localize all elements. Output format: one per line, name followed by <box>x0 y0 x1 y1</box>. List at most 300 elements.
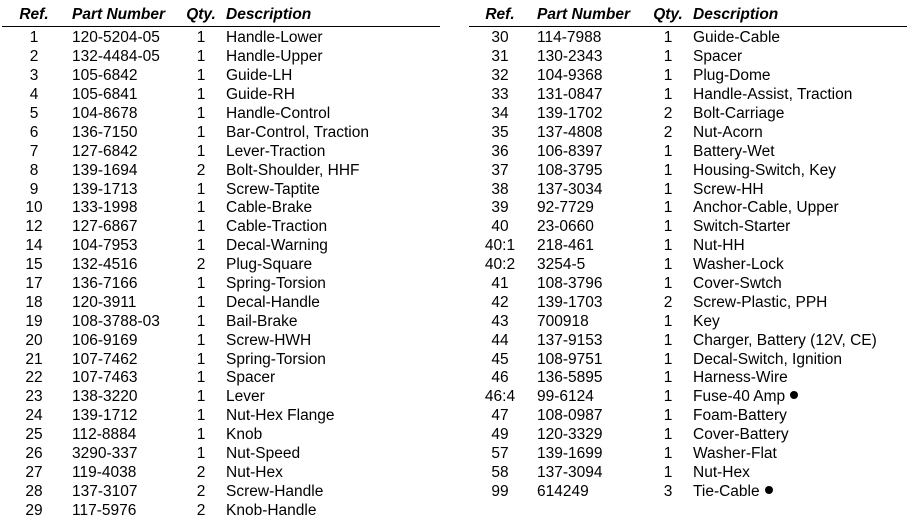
part-number-cell-text: 139-1699 <box>537 445 603 462</box>
description-cell-text: Bar-Control, Traction <box>226 124 369 141</box>
part-number-cell <box>66 218 180 237</box>
ref-cell-text: 43 <box>491 313 508 330</box>
parts-table-right-body <box>469 27 907 502</box>
table-row <box>2 142 440 161</box>
part-number-cell <box>66 105 180 124</box>
qty-column-header: Qty. <box>180 4 222 27</box>
part-number-cell <box>531 350 647 369</box>
part-number-cell-text: 136-7166 <box>72 275 138 292</box>
ref-cell-text: 49 <box>491 426 508 443</box>
qty-cell-text: 1 <box>664 275 673 292</box>
part-number-cell-text: 218-461 <box>537 237 594 254</box>
table-row <box>469 275 907 294</box>
part-number-cell <box>66 199 180 218</box>
description-cell-text: Handle-Control <box>226 105 330 122</box>
ref-cell <box>2 463 66 482</box>
description-cell-text: Decal-Handle <box>226 294 320 311</box>
table-row <box>469 67 907 86</box>
qty-cell-text: 1 <box>664 407 673 424</box>
description-cell-text: Guide-RH <box>226 86 295 103</box>
ref-cell-text: 40:1 <box>485 237 515 254</box>
ref-cell-text: 57 <box>491 445 508 462</box>
ref-cell <box>2 482 66 501</box>
part-number-cell <box>66 86 180 105</box>
part-number-cell-text: 104-7953 <box>72 237 138 254</box>
ref-cell-text: 21 <box>25 351 42 368</box>
qty-cell <box>647 369 689 388</box>
qty-cell <box>647 312 689 331</box>
qty-cell-text: 3 <box>664 483 673 500</box>
ref-cell <box>2 388 66 407</box>
description-cell <box>689 123 907 142</box>
qty-cell-text: 2 <box>197 464 206 481</box>
qty-cell <box>647 105 689 124</box>
ref-cell-text: 44 <box>491 332 508 349</box>
qty-cell <box>647 388 689 407</box>
qty-cell <box>647 161 689 180</box>
description-cell-text: Handle-Upper <box>226 48 323 65</box>
ref-cell-text: 28 <box>25 483 42 500</box>
description-cell <box>689 105 907 124</box>
description-cell <box>689 482 907 501</box>
ref-cell <box>469 218 531 237</box>
ref-cell-text: 26 <box>25 445 42 462</box>
ref-cell <box>469 48 531 67</box>
ref-cell <box>2 350 66 369</box>
description-cell <box>222 27 440 48</box>
table-row <box>469 105 907 124</box>
ref-cell-text: 39 <box>491 199 508 216</box>
table-row <box>469 48 907 67</box>
ref-cell <box>2 312 66 331</box>
qty-cell-text: 1 <box>197 67 206 84</box>
ref-cell <box>469 350 531 369</box>
ref-cell <box>469 407 531 426</box>
part-number-cell <box>531 199 647 218</box>
ref-cell-text: 36 <box>491 143 508 160</box>
ref-cell <box>469 105 531 124</box>
table-row <box>2 312 440 331</box>
ref-cell <box>2 48 66 67</box>
part-number-cell-text: 108-3788-03 <box>72 313 160 330</box>
part-number-cell <box>531 426 647 445</box>
part-number-cell <box>531 482 647 501</box>
ref-cell-text: 3 <box>30 67 39 84</box>
parts-table-left-body <box>2 27 440 520</box>
description-cell <box>689 161 907 180</box>
part-number-cell-text: 139-1703 <box>537 294 603 311</box>
qty-cell-text: 1 <box>664 86 673 103</box>
qty-cell-text: 1 <box>197 143 206 160</box>
ref-cell <box>469 388 531 407</box>
ref-cell-text: 47 <box>491 407 508 424</box>
part-number-cell <box>531 161 647 180</box>
ref-cell <box>469 331 531 350</box>
qty-cell-text: 2 <box>197 162 206 179</box>
description-cell-text: Screw-Plastic, PPH <box>693 294 827 311</box>
part-number-cell-text: 107-7463 <box>72 369 138 386</box>
table-row <box>469 369 907 388</box>
ref-cell-text: 23 <box>25 388 42 405</box>
part-number-cell <box>531 237 647 256</box>
part-number-column-header: Part Number <box>66 4 180 27</box>
ref-cell-text: 29 <box>25 502 42 519</box>
description-cell <box>222 275 440 294</box>
part-number-cell <box>531 142 647 161</box>
description-cell <box>689 67 907 86</box>
ref-cell <box>2 407 66 426</box>
qty-cell <box>180 369 222 388</box>
description-cell <box>222 407 440 426</box>
ref-cell-text: 6 <box>30 124 39 141</box>
part-number-cell <box>66 27 180 48</box>
part-number-cell-text: 108-3795 <box>537 162 603 179</box>
part-number-cell <box>531 388 647 407</box>
qty-cell <box>647 86 689 105</box>
description-cell-text: Screw-Handle <box>226 483 323 500</box>
table-row <box>2 275 440 294</box>
ref-cell-text: 17 <box>25 275 42 292</box>
ref-cell-text: 25 <box>25 426 42 443</box>
description-cell-text: Nut-Speed <box>226 445 300 462</box>
description-cell <box>222 218 440 237</box>
qty-cell <box>647 180 689 199</box>
table-row <box>469 86 907 105</box>
description-cell <box>689 237 907 256</box>
table-row <box>469 388 907 407</box>
qty-cell-text: 1 <box>664 332 673 349</box>
table-row <box>2 48 440 67</box>
description-cell-text: Cable-Traction <box>226 218 327 235</box>
part-number-cell-text: 108-0987 <box>537 407 603 424</box>
description-cell <box>222 312 440 331</box>
qty-cell-text: 2 <box>664 124 673 141</box>
table-row <box>469 123 907 142</box>
table-row <box>469 331 907 350</box>
description-cell <box>222 67 440 86</box>
description-cell <box>689 350 907 369</box>
description-cell-text: Nut-Hex Flange <box>226 407 335 424</box>
qty-cell-text: 1 <box>664 67 673 84</box>
description-cell <box>689 86 907 105</box>
parts-table-left <box>2 4 440 520</box>
description-column-header: Description <box>689 4 907 27</box>
description-cell <box>689 426 907 445</box>
table-row <box>469 180 907 199</box>
part-number-cell <box>66 256 180 275</box>
part-number-cell-text: 137-4808 <box>537 124 603 141</box>
qty-cell-text: 2 <box>197 502 206 519</box>
qty-cell <box>647 123 689 142</box>
part-number-cell <box>531 27 647 48</box>
table-row <box>2 123 440 142</box>
part-number-cell <box>531 407 647 426</box>
qty-cell-text: 1 <box>664 237 673 254</box>
part-number-cell <box>66 407 180 426</box>
ref-cell-text: 40:2 <box>485 256 515 273</box>
qty-cell <box>180 237 222 256</box>
ref-cell-text: 33 <box>491 86 508 103</box>
part-number-cell <box>66 369 180 388</box>
table-row <box>469 312 907 331</box>
ref-cell <box>2 445 66 464</box>
description-cell-text: Cable-Brake <box>226 199 312 216</box>
description-cell-text: Decal-Warning <box>226 237 328 254</box>
qty-cell <box>180 123 222 142</box>
table-row <box>2 237 440 256</box>
description-cell-text: Harness-Wire <box>693 369 788 386</box>
part-number-cell-text: 3290-337 <box>72 445 138 462</box>
description-cell-text: Spring-Torsion <box>226 275 326 292</box>
qty-cell-text: 1 <box>664 464 673 481</box>
table-row <box>469 426 907 445</box>
ref-cell-text: 46:4 <box>485 388 515 405</box>
description-cell <box>222 388 440 407</box>
qty-cell <box>180 331 222 350</box>
table-row <box>469 218 907 237</box>
description-cell-text: Foam-Battery <box>693 407 787 424</box>
qty-cell <box>180 142 222 161</box>
description-cell <box>222 123 440 142</box>
description-cell <box>222 237 440 256</box>
qty-cell <box>647 199 689 218</box>
description-cell <box>689 199 907 218</box>
table-row <box>2 199 440 218</box>
description-cell-text: Cover-Swtch <box>693 275 782 292</box>
part-number-cell <box>531 48 647 67</box>
description-cell <box>222 105 440 124</box>
qty-cell <box>647 27 689 48</box>
qty-cell-text: 1 <box>197 407 206 424</box>
qty-cell-text: 1 <box>197 426 206 443</box>
part-number-cell-text: 117-5976 <box>72 502 136 519</box>
part-number-cell <box>531 256 647 275</box>
description-cell-text: Anchor-Cable, Upper <box>693 199 839 216</box>
part-number-cell <box>531 312 647 331</box>
table-row <box>469 161 907 180</box>
description-cell-text: Lever-Traction <box>226 143 325 160</box>
part-number-cell <box>66 142 180 161</box>
description-cell-text: Housing-Switch, Key <box>693 162 836 179</box>
ref-cell <box>469 463 531 482</box>
description-cell-text: Charger, Battery (12V, CE) <box>693 332 877 349</box>
part-number-cell <box>66 463 180 482</box>
description-cell <box>222 142 440 161</box>
part-number-cell <box>66 275 180 294</box>
ref-cell <box>469 67 531 86</box>
description-cell <box>222 426 440 445</box>
description-cell-text: Washer-Flat <box>693 445 777 462</box>
qty-cell-text: 1 <box>197 313 206 330</box>
description-cell <box>689 331 907 350</box>
description-cell-text: Nut-HH <box>693 237 745 254</box>
qty-cell-text: 2 <box>664 105 673 122</box>
ref-cell <box>2 501 66 520</box>
part-number-cell <box>66 123 180 142</box>
table-row <box>469 445 907 464</box>
description-cell-text: Guide-Cable <box>693 29 780 46</box>
part-number-cell <box>531 86 647 105</box>
ref-cell <box>469 199 531 218</box>
table-row <box>2 180 440 199</box>
description-cell-text: Tie-Cable <box>693 483 760 500</box>
part-number-cell-text: 104-9368 <box>537 67 603 84</box>
qty-cell-text: 1 <box>197 86 206 103</box>
qty-cell <box>647 67 689 86</box>
part-number-cell <box>531 369 647 388</box>
description-cell-text: Lever <box>226 388 265 405</box>
ref-cell <box>2 142 66 161</box>
qty-cell <box>180 256 222 275</box>
qty-cell-text: 1 <box>664 426 673 443</box>
part-number-cell-text: 105-6841 <box>72 86 138 103</box>
qty-cell <box>180 426 222 445</box>
qty-cell <box>180 482 222 501</box>
ref-cell <box>2 161 66 180</box>
qty-cell <box>647 482 689 501</box>
description-cell <box>689 445 907 464</box>
ref-cell <box>469 482 531 501</box>
qty-cell <box>180 218 222 237</box>
filled-circle-icon <box>765 486 773 494</box>
ref-cell <box>2 426 66 445</box>
ref-cell <box>469 256 531 275</box>
description-cell <box>222 293 440 312</box>
description-cell-text: Plug-Square <box>226 256 312 273</box>
description-cell <box>222 501 440 520</box>
qty-cell-text: 1 <box>197 181 206 198</box>
qty-cell <box>647 463 689 482</box>
ref-cell-text: 30 <box>491 29 508 46</box>
ref-column-header: Ref. <box>2 4 66 27</box>
part-number-cell-text: 136-7150 <box>72 124 138 141</box>
table-row <box>469 350 907 369</box>
ref-cell <box>2 256 66 275</box>
description-cell <box>689 256 907 275</box>
table-row <box>469 293 907 312</box>
qty-cell <box>180 161 222 180</box>
ref-cell <box>2 86 66 105</box>
part-number-cell-text: 99-6124 <box>537 388 594 405</box>
part-number-cell-text: 23-0660 <box>537 218 594 235</box>
part-number-cell <box>66 445 180 464</box>
ref-cell-text: 27 <box>25 464 42 481</box>
qty-cell-text: 1 <box>197 369 206 386</box>
qty-cell <box>180 388 222 407</box>
qty-cell <box>647 48 689 67</box>
qty-cell-text: 1 <box>664 29 673 46</box>
description-cell <box>689 48 907 67</box>
description-cell-text: Nut-Hex <box>226 464 283 481</box>
ref-cell-text: 58 <box>491 464 508 481</box>
part-number-cell-text: 120-5204-05 <box>72 29 160 46</box>
filled-circle-icon <box>790 391 798 399</box>
part-number-cell <box>66 293 180 312</box>
part-number-cell <box>531 331 647 350</box>
part-number-cell-text: 120-3911 <box>72 294 136 311</box>
qty-cell <box>180 407 222 426</box>
description-cell-text: Decal-Switch, Ignition <box>693 351 842 368</box>
ref-cell-text: 5 <box>30 105 39 122</box>
description-cell <box>222 256 440 275</box>
part-number-cell-text: 137-3094 <box>537 464 603 481</box>
ref-cell-text: 41 <box>491 275 508 292</box>
part-number-cell <box>531 180 647 199</box>
description-cell <box>689 293 907 312</box>
description-cell <box>222 48 440 67</box>
part-number-cell-text: 133-1998 <box>72 199 138 216</box>
qty-cell <box>647 142 689 161</box>
qty-cell-text: 1 <box>197 29 206 46</box>
description-cell-text: Plug-Dome <box>693 67 771 84</box>
ref-cell-text: 46 <box>491 369 508 386</box>
part-number-cell-text: 106-8397 <box>537 143 603 160</box>
ref-cell <box>469 86 531 105</box>
part-number-cell-text: 614249 <box>537 483 589 500</box>
ref-cell-text: 9 <box>30 181 39 198</box>
description-cell <box>222 180 440 199</box>
parts-table-right <box>469 4 907 501</box>
ref-cell-text: 35 <box>491 124 508 141</box>
qty-cell <box>180 293 222 312</box>
ref-cell <box>469 180 531 199</box>
ref-cell <box>2 369 66 388</box>
part-number-cell-text: 131-0847 <box>537 86 603 103</box>
qty-cell-text: 1 <box>664 369 673 386</box>
table-row <box>469 27 907 48</box>
qty-cell <box>647 256 689 275</box>
part-number-cell-text: 137-3107 <box>72 483 138 500</box>
part-number-cell-text: 114-7988 <box>537 29 601 46</box>
part-number-cell <box>531 275 647 294</box>
description-cell <box>689 369 907 388</box>
description-cell <box>222 199 440 218</box>
ref-cell-text: 24 <box>25 407 42 424</box>
ref-cell <box>469 27 531 48</box>
description-cell-text: Handle-Assist, Traction <box>693 86 852 103</box>
description-cell-text: Cover-Battery <box>693 426 789 443</box>
part-number-cell-text: 105-6842 <box>72 67 138 84</box>
table-row <box>2 388 440 407</box>
qty-cell-text: 1 <box>664 313 673 330</box>
qty-cell-text: 1 <box>664 143 673 160</box>
ref-cell <box>469 312 531 331</box>
qty-cell-text: 1 <box>197 332 206 349</box>
part-number-cell <box>66 331 180 350</box>
ref-cell-text: 15 <box>25 256 42 273</box>
qty-cell-text: 1 <box>197 48 206 65</box>
table-row <box>2 27 440 48</box>
description-cell-text: Bolt-Shoulder, HHF <box>226 162 360 179</box>
description-cell-text: Nut-Acorn <box>693 124 763 141</box>
description-cell-text: Switch-Starter <box>693 218 790 235</box>
description-cell-text: Guide-LH <box>226 67 292 84</box>
part-number-cell-text: 132-4516 <box>72 256 138 273</box>
qty-cell-text: 2 <box>664 294 673 311</box>
qty-cell <box>647 407 689 426</box>
qty-cell-text: 1 <box>664 218 673 235</box>
qty-cell <box>180 105 222 124</box>
table-row <box>2 256 440 275</box>
ref-cell <box>2 237 66 256</box>
ref-cell <box>469 161 531 180</box>
table-row <box>2 293 440 312</box>
table-row <box>469 142 907 161</box>
table-row <box>2 218 440 237</box>
ref-cell <box>469 275 531 294</box>
qty-cell <box>647 237 689 256</box>
table-row <box>2 105 440 124</box>
